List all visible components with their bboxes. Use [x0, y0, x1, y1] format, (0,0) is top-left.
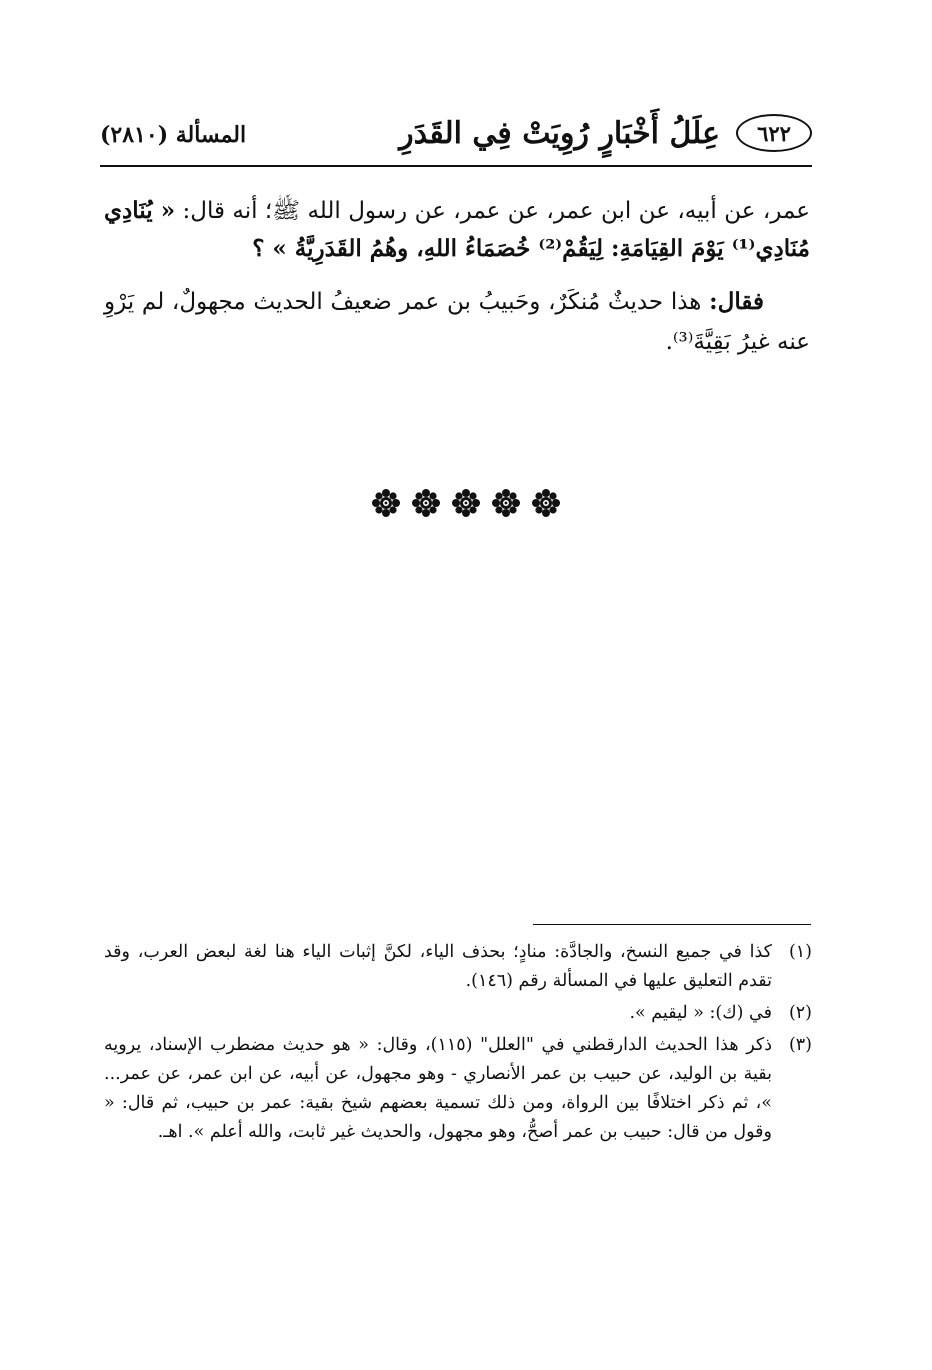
rosette-ornament-icon: [371, 488, 401, 518]
paragraph-2: [104, 282, 810, 362]
footnote-text: في (ك): « ليقيم ».: [629, 1003, 772, 1023]
rosette-ornament-icon: [531, 488, 561, 518]
issue-label: المسألة (٢٨١٠): [100, 122, 247, 148]
footnote-text: ذكر هذا الحديث الدارقطني في "العلل" (١١٥)، وقال: « هو حديث مضطرب الإسناد، يرويه بقية بن الوليد، عن حبيب بن عمر الأنصاري - وهو مجهول، عن أبيه، عن ابن عمر، عن عمر... »، ثم ذكر اختلافًا بين الرواة، ومن ذلك تسمية بعضهم شيخ بقية: عمر بن حبيب، ثم قال: « وقول من قال: حبيب بن عمر أصحُّ، وهو مجهول، والحديث غير ثابت، والله أعلم ». اهـ.: [104, 1035, 772, 1142]
footnote-number: (١): [788, 942, 812, 962]
rosette-ornament-icon: [491, 488, 521, 518]
footnote-divider: [533, 924, 811, 925]
footnote: [104, 999, 812, 1028]
footnotes: [104, 938, 812, 1150]
page-header: [100, 112, 812, 158]
paragraph-1-plain: عمر، عن أبيه، عن ابن عمر، عن عمر، عن رسول الله ﷺ؛ أنه قال:: [182, 198, 811, 224]
paragraph-2-lead: فقال:: [709, 288, 764, 315]
header-divider: [100, 165, 812, 167]
footnote-number: (٢): [788, 1003, 812, 1023]
page-number: ٦٢٢: [736, 114, 812, 152]
footnote-number: (٣): [788, 1035, 812, 1055]
book-title: عِلَلُ أَخْبَارٍ رُوِيَتْ فِي القَدَرِ: [399, 116, 720, 151]
hadith-text: « يُنَادِي مُنَادِي⁽¹⁾ يَوْمَ القِيَامَةِ: لِيَقُمْ⁽²⁾ خُصَمَاءُ اللهِ، وهُمُ القَدَرِيَّةُ » ؟: [104, 197, 810, 262]
footnote-text: كذا في جميع النسخ، والجادَّة: منادٍ؛ بحذف الياء، لكنَّ إثبات الياء هنا لغة لبعض العرب، وقد تقدم التعليق عليها في المسألة رقم (١٤٦).: [104, 942, 772, 991]
footnote: [104, 938, 812, 996]
paragraph-1: [104, 192, 810, 268]
rosette-ornament-icon: [411, 488, 441, 518]
footnote: [104, 1031, 812, 1147]
rosette-ornament-icon: [451, 488, 481, 518]
paragraph-2-rest: هذا حديثٌ مُنكَرٌ، وحَبيبُ بن عمر ضعيفُ الحديث مجهولٌ، لم يَرْوِ عنه غيرُ بَقِيَّةَ⁽³⁾.: [104, 289, 810, 355]
ornament-divider: [0, 488, 932, 524]
main-text: [104, 192, 810, 362]
